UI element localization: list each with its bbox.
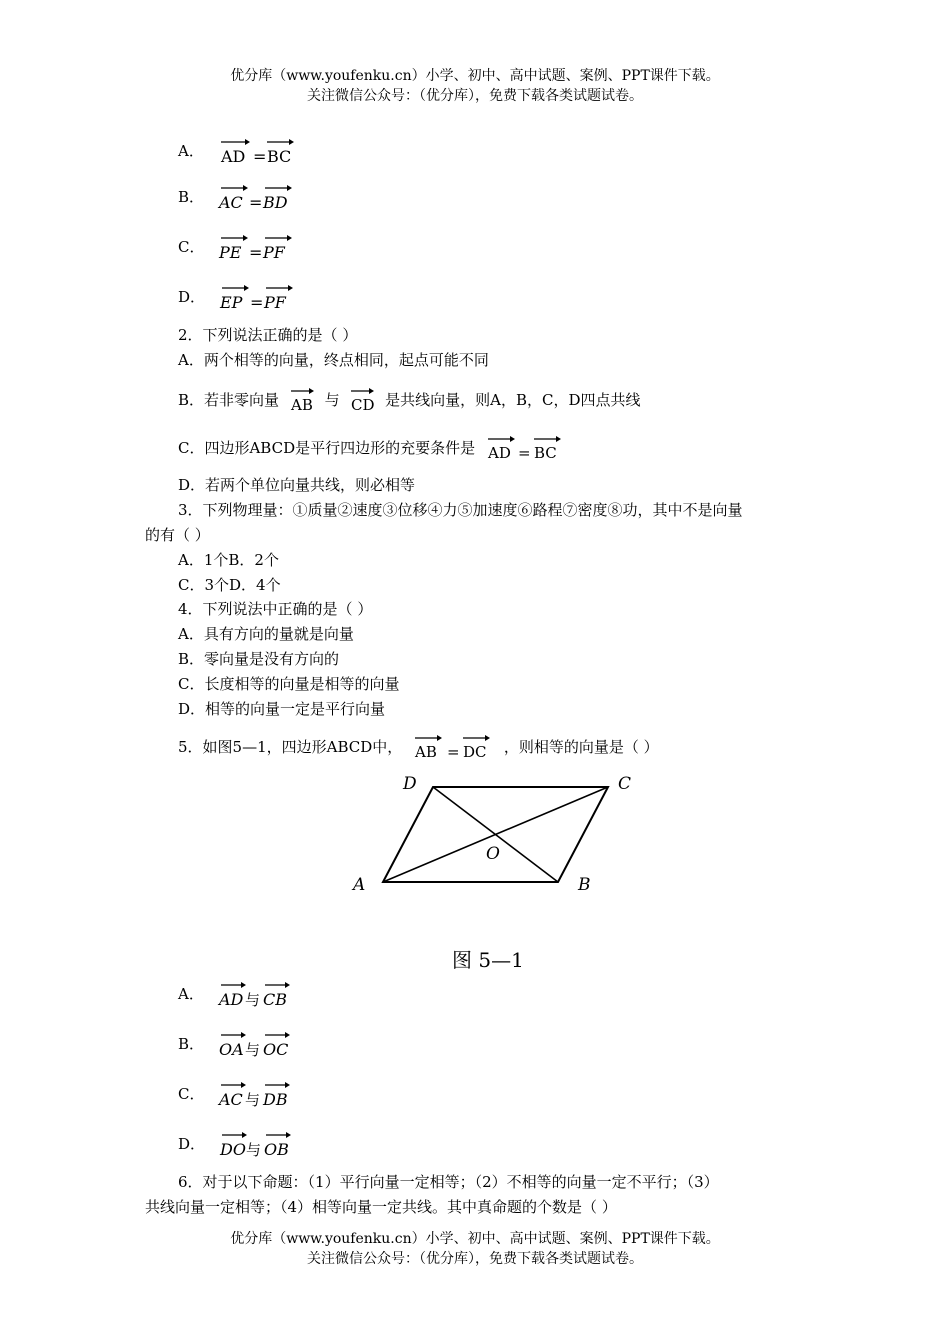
svg-text:与: 与	[244, 991, 260, 1009]
page-footer	[0, 1229, 950, 1269]
q3-options-ab: A．1个B．2个	[178, 551, 279, 569]
q4-option-c: C．长度相等的向量是相等的向量	[178, 675, 400, 693]
vector-lhs: PE	[219, 243, 242, 262]
svg-text:与: 与	[245, 1141, 261, 1159]
q3-stem-line-2: 的有（ ）	[145, 526, 210, 544]
vector-equation	[215, 232, 295, 264]
vertex-d-label: D	[403, 774, 417, 794]
vector-lhs: AC	[218, 193, 243, 212]
q5-option-c	[178, 1079, 295, 1111]
diagonal-bd	[433, 787, 558, 882]
svg-text:CD: CD	[351, 396, 375, 414]
q1-option-c	[178, 232, 295, 264]
q4-option-b: B．零向量是没有方向的	[178, 650, 340, 668]
vertex-b-label: B	[578, 875, 591, 895]
header-line-1: 优分库（www.youfenku.cn）小学、初中、高中试题、案例、PPT课件下载。	[230, 68, 720, 84]
vector-pair	[215, 1029, 295, 1061]
q3-stem-line-1: 3．下列物理量：①质量②速度③位移④力⑤加速度⑥路程⑦密度⑧功，其中不是向量	[178, 501, 743, 519]
q6-stem-line-2: 共线向量一定相等；（4）相等向量一定共线。其中真命题的个数是（ ）	[145, 1198, 617, 1216]
option-label: B．	[178, 188, 205, 206]
q5-option-d	[178, 1129, 296, 1161]
vector-rhs: BC	[266, 147, 291, 166]
vector-equation	[215, 136, 295, 168]
figure-caption: 图 5—1	[452, 948, 524, 972]
option-label: C．	[178, 1085, 205, 1103]
q2-option-b	[178, 386, 641, 416]
vertex-c-label: C	[618, 774, 632, 794]
option-label: A．	[178, 142, 204, 160]
svg-text:AB: AB	[415, 743, 437, 761]
option-label: A．	[178, 985, 204, 1003]
q5-stem	[178, 733, 659, 763]
vector-lhs: AD	[220, 147, 246, 166]
q5-stem-prefix: 5．如图5—1，四边形ABCD中，	[178, 738, 403, 756]
svg-text:DC: DC	[463, 743, 487, 761]
vector-pair	[216, 1129, 296, 1161]
vertex-a-label: A	[353, 875, 366, 895]
q2-option-d: D．若两个单位向量共线，则必相等	[178, 476, 416, 494]
vector-equation	[484, 434, 564, 464]
svg-text:AB: AB	[290, 396, 313, 414]
q2-b-suffix: 是共线向量，则A，B，C，D四点共线	[385, 391, 641, 409]
vector-rhs: PF	[263, 293, 286, 312]
q2-c-prefix: C．四边形ABCD是平行四边形的充要条件是	[178, 439, 476, 457]
svg-text:OA: OA	[218, 1040, 244, 1059]
svg-text:与: 与	[244, 1041, 260, 1059]
vector-equation	[216, 282, 296, 314]
svg-text:DB: DB	[263, 1090, 288, 1109]
q1-option-a	[178, 136, 295, 168]
q4-option-d: D．相等的向量一定是平行向量	[178, 700, 386, 718]
parallelogram-figure	[345, 765, 645, 900]
equals-sign: =	[248, 193, 263, 212]
q5-stem-suffix: ，则相等的向量是（ ）	[503, 738, 659, 756]
page-header	[0, 66, 950, 106]
q3-options-cd: C．3个D．4个	[178, 576, 281, 594]
svg-text:AD: AD	[218, 990, 244, 1009]
svg-text:DO: DO	[219, 1140, 246, 1159]
vector-equation	[411, 733, 495, 763]
option-label: D．	[178, 288, 206, 306]
vector-rhs: BD	[262, 193, 288, 212]
svg-text:与: 与	[245, 1091, 261, 1109]
option-label: D．	[178, 1135, 206, 1153]
equals-sign: =	[249, 293, 264, 312]
vector-cd	[348, 386, 376, 416]
q5-option-a	[178, 979, 295, 1011]
q2-b-prefix: B．若非零向量	[178, 391, 280, 409]
q2-b-mid: 与	[324, 391, 340, 409]
equals-sign: =	[249, 243, 263, 262]
svg-text:OC: OC	[262, 1040, 289, 1059]
q2-stem: 2．下列说法正确的是（ ）	[178, 326, 358, 344]
q1-option-b	[178, 182, 295, 214]
q6-stem-line-1: 6．对于以下命题：（1）平行向量一定相等；（2）不相等的向量一定不平行；（3）	[178, 1173, 719, 1191]
header-line-2: 关注微信公众号：（优分库），免费下载各类试题试卷。	[307, 88, 643, 104]
footer-line-1: 优分库（www.youfenku.cn）小学、初中、高中试题、案例、PPT课件下载。	[230, 1231, 720, 1247]
vector-pair	[215, 979, 295, 1011]
q5-option-b	[178, 1029, 295, 1061]
svg-text:=: =	[517, 444, 531, 462]
vector-ab	[288, 386, 316, 416]
q1-option-d	[178, 282, 296, 314]
vector-lhs: EP	[219, 293, 243, 312]
svg-text:AC: AC	[219, 1090, 244, 1109]
vector-pair	[215, 1079, 295, 1111]
equals-sign: =	[252, 147, 267, 166]
q2-option-a: A．两个相等的向量，终点相同，起点可能不同	[178, 351, 489, 369]
option-label: B．	[178, 1035, 205, 1053]
center-o-label: O	[486, 844, 500, 864]
q4-option-a: A．具有方向的量就是向量	[178, 625, 354, 643]
vector-equation	[215, 182, 295, 214]
svg-text:BC: BC	[533, 444, 557, 462]
svg-text:AD: AD	[487, 444, 511, 462]
option-label: C．	[178, 238, 205, 256]
q4-stem: 4．下列说法中正确的是（ ）	[178, 600, 373, 618]
svg-text:=: =	[447, 743, 460, 761]
footer-line-2: 关注微信公众号：（优分库），免费下载各类试题试卷。	[307, 1251, 643, 1267]
vector-rhs: PF	[263, 243, 286, 262]
svg-text:CB: CB	[262, 990, 287, 1009]
q2-option-c	[178, 434, 568, 464]
svg-text:OB: OB	[263, 1140, 289, 1159]
